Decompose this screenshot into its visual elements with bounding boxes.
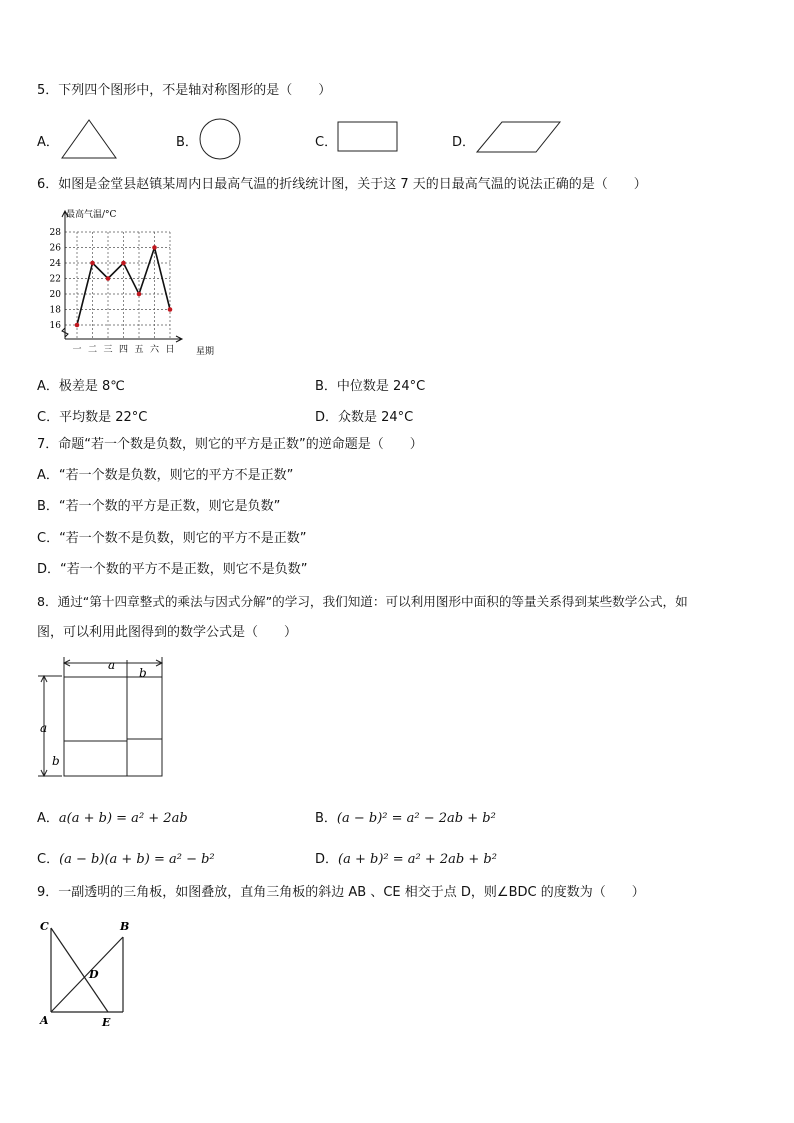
circle-figure (198, 117, 242, 161)
y-tick-label: 26 (49, 243, 61, 254)
chart-xlabel: 星期 (196, 347, 215, 357)
x-tick-label: 五 (134, 345, 144, 355)
q6-option-a: A．极差是 8℃ (37, 379, 125, 394)
y-tick-label: 18 (49, 305, 61, 316)
y-tick-label: 16 (49, 321, 61, 331)
q8-option-b (315, 807, 496, 826)
parallelogram-figure (476, 121, 562, 153)
x-tick-label: 二 (87, 345, 98, 355)
x-tick-label: 六 (149, 345, 160, 355)
q5-option-d-label: D． (452, 135, 476, 150)
q9-stem: 9．一副透明的三角板，如图叠放，直角三角板的斜边 AB 、CE 相交于点 D，则∠BDC 的度数为（ ） (37, 885, 645, 900)
data-point (121, 261, 126, 266)
q8-option-d-label: D． (315, 852, 339, 867)
q7-option-a: A．“若一个数是负数，则它的平方不是正数” (37, 468, 294, 483)
y-tick-label: 22 (49, 274, 61, 285)
y-tick-label: 20 (49, 290, 61, 300)
point-a: A (40, 1014, 49, 1027)
data-point (75, 323, 80, 328)
label-left-b: b (52, 754, 60, 768)
q7-stem: 7．命题“若一个数是负数，则它的平方是正数”的逆命题是（ ） (37, 437, 423, 452)
q5-option-b-label: B． (176, 135, 198, 150)
data-point (90, 261, 95, 266)
data-point (106, 276, 111, 281)
area-square-figure (32, 652, 172, 782)
label-top-a: a (108, 658, 116, 672)
y-tick-label: 24 (49, 259, 61, 269)
data-point (137, 292, 142, 297)
data-point (168, 307, 173, 312)
chart-ylabel: 最高气温/°C (66, 210, 117, 220)
q5-stem: 5．下列四个图形中，不是轴对称图形的是（ ） (37, 83, 332, 98)
temperature-line-chart (40, 200, 230, 360)
q6-option-d: D．众数是 24°C (315, 410, 414, 425)
point-b: B (120, 920, 130, 933)
q8-option-a-label: A． (37, 811, 59, 826)
q8-stem-line1: 8．通过“第十四章整式的乘法与因式分解”的学习，我们知道：可以利用图形中面积的等量关系得到某些数学公式，如 (37, 594, 688, 609)
rectangle-figure (337, 121, 399, 153)
triangle-figure (60, 118, 118, 160)
q8-option-c (37, 848, 215, 867)
q8-option-a-formula: a(a + b) = a² + 2ab (58, 811, 188, 826)
x-tick-label: 三 (103, 345, 113, 355)
q8-option-b-formula: (a − b)² = a² − 2ab + b² (336, 811, 496, 826)
y-tick-label: 28 (49, 228, 61, 238)
q8-option-a (37, 807, 188, 826)
q6-stem: 6．如图是金堂县赵镇某周内日最高气温的折线统计图，关于这 7 天的日最高气温的说法正确的是（ ） (37, 177, 647, 192)
q8-stem-line2: 图，可以利用此图得到的数学公式是（ ） (37, 625, 298, 640)
q5-option-c-label: C． (315, 135, 338, 150)
x-tick-label: 一 (72, 345, 82, 355)
q8-option-c-formula: (a − b)(a + b) = a² − b² (59, 852, 215, 867)
q8-option-b-label: B． (315, 811, 337, 826)
q7-option-d: D．“若一个数的平方不是正数，则它不是负数” (37, 562, 308, 577)
q7-option-c: C．“若一个数不是负数，则它的平方不是正数” (37, 531, 307, 546)
q6-option-b: B．中位数是 24°C (315, 379, 426, 394)
label-left-a: a (40, 721, 48, 735)
q7-option-b: B．“若一个数的平方是正数，则它是负数” (37, 499, 281, 514)
label-top-b: b (139, 666, 147, 680)
x-tick-label: 四 (118, 345, 129, 355)
point-e: E (102, 1016, 111, 1029)
point-c: C (40, 920, 49, 933)
data-point (152, 245, 157, 250)
q5-option-a-label: A． (37, 135, 59, 150)
q8-option-d-formula: (a + b)² = a² + 2ab + b² (338, 852, 497, 867)
x-tick-label: 日 (165, 345, 175, 355)
q8-option-d (315, 848, 497, 867)
q8-option-c-label: C． (37, 852, 60, 867)
point-d: D (89, 968, 99, 981)
q6-option-c: C．平均数是 22°C (37, 410, 148, 425)
triangle-plates-figure (36, 914, 136, 1030)
